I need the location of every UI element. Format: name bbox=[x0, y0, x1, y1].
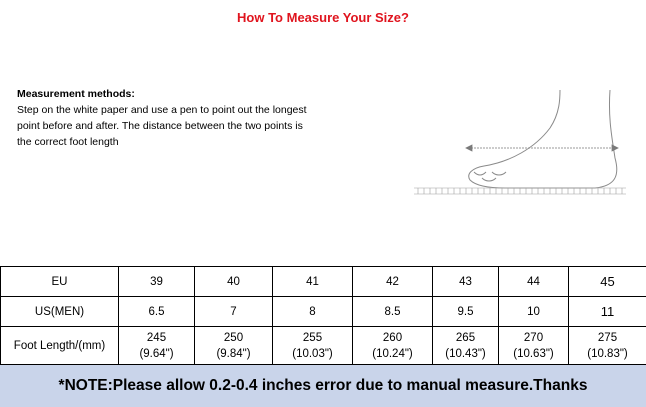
table-row-foot-length bbox=[1, 327, 646, 365]
foot-length-cell bbox=[119, 327, 195, 365]
length-inches: (10.24") bbox=[372, 347, 413, 360]
foot-length-cell bbox=[569, 327, 646, 365]
methods-line: the correct foot length bbox=[17, 136, 119, 148]
eu-size-cell: 45 bbox=[569, 267, 646, 297]
foot-measurement-illustration bbox=[410, 88, 630, 200]
us-size-cell: 8.5 bbox=[353, 297, 433, 327]
us-size-cell: 10 bbox=[499, 297, 569, 327]
size-chart-table bbox=[0, 266, 646, 365]
us-size-cell: 8 bbox=[273, 297, 353, 327]
length-mm: 265 bbox=[455, 331, 476, 344]
methods-heading: Measurement methods: bbox=[17, 88, 135, 100]
methods-line: Step on the white paper and use a pen to point out the longest bbox=[17, 104, 307, 116]
length-inches: (10.63") bbox=[513, 347, 554, 360]
foot-length-cell bbox=[353, 327, 433, 365]
eu-size-cell: 43 bbox=[433, 267, 499, 297]
us-size-cell: 7 bbox=[195, 297, 273, 327]
length-mm: 255 bbox=[302, 331, 323, 344]
length-mm: 275 bbox=[597, 331, 618, 344]
length-mm: 250 bbox=[223, 331, 244, 344]
eu-size-cell: 40 bbox=[195, 267, 273, 297]
foot-length-cell bbox=[433, 327, 499, 365]
eu-size-cell: 41 bbox=[273, 267, 353, 297]
length-inches: (10.43") bbox=[445, 347, 486, 360]
methods-line: point before and after. The distance between the two points is bbox=[17, 120, 303, 132]
foot-length-cell bbox=[273, 327, 353, 365]
row-label-us: US(MEN) bbox=[1, 297, 119, 327]
foot-length-cell bbox=[499, 327, 569, 365]
length-inches: (10.03") bbox=[292, 347, 333, 360]
eu-size-cell: 42 bbox=[353, 267, 433, 297]
us-size-cell: 6.5 bbox=[119, 297, 195, 327]
note-banner: *NOTE:Please allow 0.2-0.4 inches error due to manual measure.Thanks bbox=[0, 365, 646, 407]
eu-size-cell: 39 bbox=[119, 267, 195, 297]
length-inches: (9.84") bbox=[216, 347, 251, 360]
page-title: How To Measure Your Size? bbox=[237, 10, 409, 25]
us-size-cell: 11 bbox=[569, 297, 646, 327]
table-row-eu bbox=[1, 267, 646, 297]
us-size-cell: 9.5 bbox=[433, 297, 499, 327]
length-inches: (10.83") bbox=[587, 347, 628, 360]
row-label-eu: EU bbox=[1, 267, 119, 297]
row-label-foot-length: Foot Length/(mm) bbox=[1, 327, 119, 365]
foot-length-cell bbox=[195, 327, 273, 365]
length-mm: 270 bbox=[523, 331, 544, 344]
length-mm: 245 bbox=[146, 331, 167, 344]
length-mm: 260 bbox=[382, 331, 403, 344]
eu-size-cell: 44 bbox=[499, 267, 569, 297]
measurement-methods bbox=[17, 86, 362, 150]
length-inches: (9.64") bbox=[139, 347, 174, 360]
table-row-us bbox=[1, 297, 646, 327]
